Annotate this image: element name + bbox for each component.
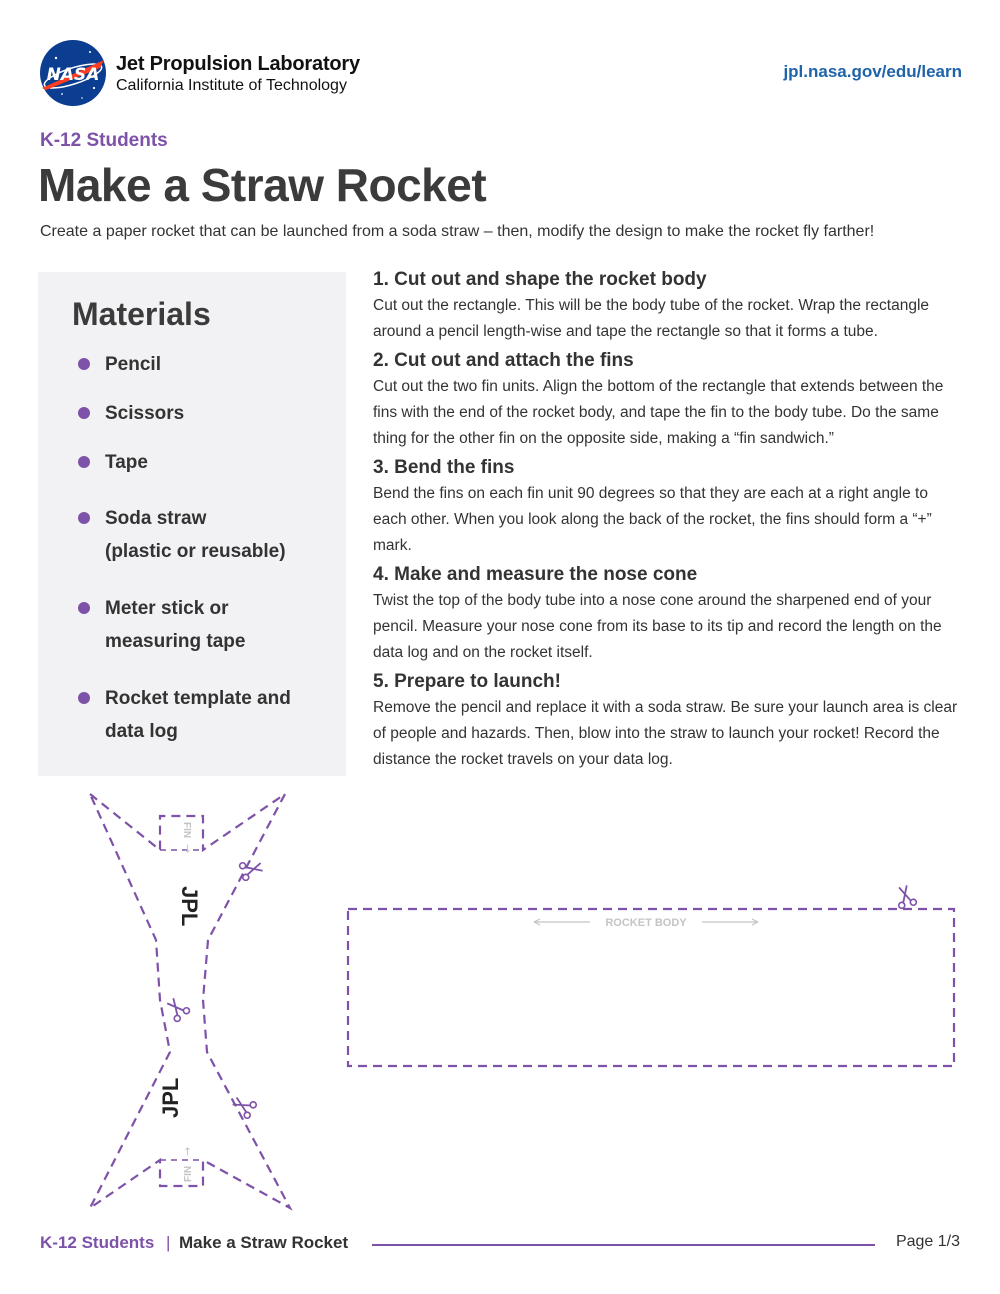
page-header <box>38 38 962 108</box>
material-label: data log <box>105 721 178 742</box>
fin-cut-outline <box>90 794 290 1208</box>
org-name: Jet Propulsion Laboratory <box>116 53 360 75</box>
material-label: Soda straw <box>105 508 207 529</box>
scissors-icon <box>163 995 190 1023</box>
bullet-icon <box>78 456 90 468</box>
materials-panel <box>38 272 346 776</box>
bullet-icon <box>78 512 90 524</box>
fin-arrow-bottom: → <box>181 1146 194 1156</box>
step-body: Remove the pencil and replace it with a soda straw. Be sure your launch area is clear of people and hazards. Then, blow into the straw to launch your rocket! Record the distance the rocket travels on your data log. <box>373 699 958 768</box>
material-label: Rocket template and <box>105 688 291 709</box>
material-label: Scissors <box>105 403 185 424</box>
body-cut-outline <box>348 909 954 1066</box>
bullet-icon <box>78 692 90 704</box>
material-label: measuring tape <box>105 631 246 652</box>
org-subtitle: California Institute of Technology <box>116 77 347 94</box>
fin-template <box>60 780 320 1220</box>
bullet-icon <box>78 407 90 419</box>
jpl-mark-top: JPL <box>177 886 202 927</box>
nasa-logo <box>38 38 108 108</box>
step-body: Cut out the two fin units. Align the bottom of the rectangle that extends between the fins with the end of the rocket body, and tape the fin to the body tube. Do the same thing for the other fin on the opposite side, making a “fin sandwich.” <box>373 378 944 447</box>
material-label: Pencil <box>105 354 161 375</box>
step-title: 3. Bend the fins <box>373 457 515 478</box>
footer-separator: | <box>166 1233 171 1252</box>
footer-title: Make a Straw Rocket <box>179 1233 349 1252</box>
step-body: Cut out the rectangle. This will be the body tube of the rocket. Wrap the rectangle around a pencil length-wise and tape the rectangle so that it forms a tube. <box>373 297 930 340</box>
rocket-body-label: ROCKET BODY <box>605 917 687 929</box>
material-label: Meter stick or <box>105 598 229 619</box>
scissors-icon <box>230 1093 257 1119</box>
org-block <box>116 52 360 96</box>
bullet-icon <box>78 358 90 370</box>
material-label: (plastic or reusable) <box>105 541 286 562</box>
step-title: 2. Cut out and attach the fins <box>373 350 634 371</box>
footer-audience: K-12 Students <box>40 1233 155 1252</box>
page-number: Page 1/3 <box>895 1233 960 1250</box>
step-body: Twist the top of the body tube into a nose cone around the sharpened end of your pencil. Measure your nose cone from its base to its tip and record the length on the data log and on the rocket itself. <box>373 592 942 661</box>
scissors-icon <box>894 884 917 909</box>
scissors-icon <box>239 858 264 881</box>
footer-rule <box>372 1244 875 1246</box>
svg-text:NASA: NASA <box>46 65 100 85</box>
step-title: 1. Cut out and shape the rocket body <box>373 269 707 290</box>
material-label: Tape <box>105 452 148 473</box>
step-title: 5. Prepare to launch! <box>373 671 561 692</box>
audience-label: K-12 Students <box>40 130 168 151</box>
step-title: 4. Make and measure the nose cone <box>373 564 698 585</box>
fin-label-top: FIN <box>181 822 192 839</box>
intro-text: Create a paper rocket that can be launched from a soda straw – then, modify the design to make the rocket fly farther! <box>40 223 875 240</box>
rocket-body-template <box>340 878 970 1078</box>
fin-label-bottom: FIN <box>183 1165 194 1182</box>
step-body: Bend the fins on each fin unit 90 degrees so that they are each at a right angle to each other. When you look along the back of the rocket, the fins should form a “+” mark. <box>373 485 932 554</box>
site-link[interactable]: jpl.nasa.gov/edu/learn <box>783 62 962 81</box>
page-footer <box>40 1231 960 1255</box>
bullet-icon <box>78 602 90 614</box>
instruction-steps <box>373 267 963 776</box>
jpl-mark-bottom: JPL <box>158 1077 183 1118</box>
fin-arrow-top: → <box>181 844 194 854</box>
materials-heading: Materials <box>72 296 211 332</box>
page-title: Make a Straw Rocket <box>38 159 487 211</box>
